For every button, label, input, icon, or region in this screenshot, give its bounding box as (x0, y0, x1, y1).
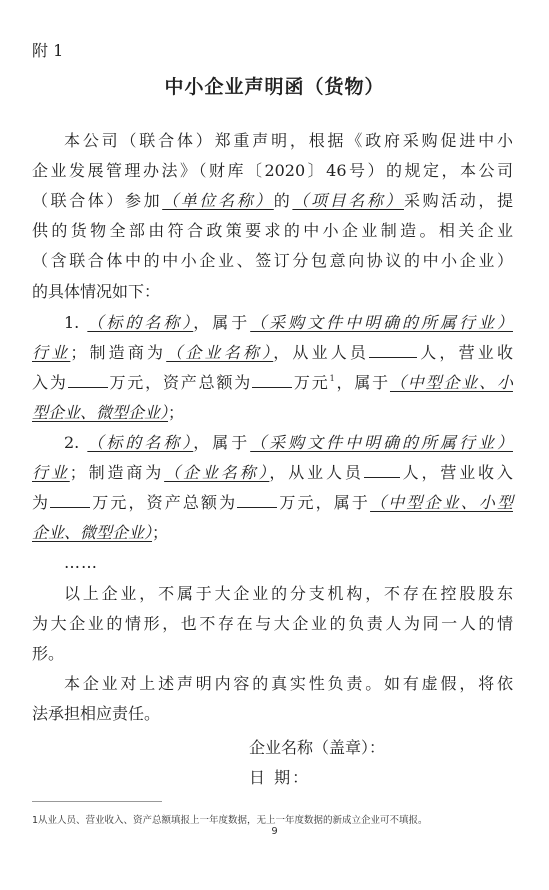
item2-size-field: （中型企业、小型 (370, 493, 513, 512)
item2-assets-unit: 万元，属于 (277, 493, 371, 512)
item2-line-1 (64, 433, 513, 455)
item1-staff-unit: 人，营业收 (417, 343, 513, 362)
item1-revenue-label: 入为 (32, 373, 68, 392)
item1-staff-label: ，从业人员 (273, 343, 370, 362)
item2-maker-label: ；制造商为 (69, 463, 165, 482)
company-name-seal-label: 企业名称（盖章）： (249, 738, 386, 757)
intro-line-3-b: 的 (273, 191, 293, 210)
item1-target-field: （标的名称） (87, 313, 194, 332)
intro-line-5: （含联合体中的中小企业、签订分包意向协议的中小企业） (32, 251, 513, 270)
page-number: 9 (271, 826, 278, 837)
intro-line-3-c: 采购活动，提 (403, 191, 513, 210)
item2-number: 2. (64, 433, 80, 452)
item1-maker-field: （企业名称） (166, 343, 274, 362)
para3-line-1: 本企业对上述声明内容的真实性负责。如有虚假，将依 (64, 674, 513, 693)
para2-line-3: 形。 (32, 644, 65, 663)
para3-line-2: 法承担相应责任。 (32, 704, 161, 723)
item1-size-field: （中型企业、小 (389, 373, 513, 392)
item1-number: 1. (64, 313, 80, 332)
item2-target-field: （标的名称） (87, 433, 194, 452)
footnote-marker: 1 (329, 374, 335, 383)
footnote-divider (32, 801, 162, 802)
item2-revenue-blank (50, 493, 90, 508)
item1-assets-unit: 万元 (292, 373, 330, 392)
item2-maker-field: （企业名称） (164, 463, 270, 482)
para2-line-2: 为大企业的情形，也不存在与大企业的负责人为同一人的情 (32, 614, 513, 633)
item2-industry-field-cont: 行业 (32, 463, 70, 482)
item2-size-field-cont: 企业、微型企业） (32, 523, 153, 542)
item1-assets-blank (252, 373, 292, 388)
item1-line-4 (32, 403, 513, 425)
item1-size-field-cont: 型企业、微型企业） (32, 403, 169, 422)
item2-revenue-label: 为 (32, 493, 51, 512)
item1-revenue-unit: 万元，资产总额为 (107, 373, 253, 392)
item1-industry-field-cont: 行业 (32, 343, 71, 362)
intro-line-6: 的具体情况如下： (32, 282, 161, 301)
intro-line-4: 供的货物全部由符合政策要求的中小企业制造。相关企业 (32, 221, 513, 240)
date-label: 日 期： (249, 768, 311, 787)
intro-line-1: 本公司（联合体）郑重声明，根据《政府采购促进中小 (64, 131, 513, 150)
intro-line-3 (32, 191, 513, 213)
item2-end: ； (152, 523, 169, 542)
item2-staff-unit: 人，营业收入 (399, 463, 513, 482)
item1-line-1 (64, 313, 513, 335)
item2-revenue-unit: 万元，资产总额为 (90, 493, 238, 512)
item1-line-2 (32, 343, 513, 365)
item1-industry-field: （采购文件中明确的所属行业） (250, 313, 513, 332)
item2-line-4 (32, 523, 513, 545)
item1-staff-blank (369, 343, 417, 358)
item2-staff-blank (364, 463, 400, 478)
item1-belongs: ，属于 (193, 313, 251, 332)
item2-staff-label: ，从业人员 (269, 463, 364, 482)
item1-maker-label: ；制造商为 (70, 343, 167, 362)
item2-industry-field: （采购文件中明确的所属行业） (250, 433, 513, 452)
item1-belongs-2: ，属于 (334, 373, 390, 392)
item1-line-3 (32, 373, 513, 395)
item2-assets-blank (237, 493, 277, 508)
page-title: 中小企业声明函（货物） (164, 76, 385, 98)
ellipsis: …… (64, 553, 98, 572)
intro-line-2: 企业发展管理办法》（财库〔2020〕46号）的规定，本公司 (32, 161, 513, 180)
para2-line-1: 以上企业，不属于大企业的分支机构，不存在控股股东 (64, 584, 513, 603)
unit-name-field: （单位名称） (162, 191, 274, 210)
item2-belongs: ，属于 (193, 433, 251, 452)
item1-end: ； (168, 403, 185, 422)
footnote-text: 1从业人员、营业收入、资产总额填报上一年度数据，无上一年度数据的新成立企业可不填报。 (32, 815, 428, 826)
annex-label: 附 1 (32, 41, 64, 60)
item1-revenue-blank (68, 373, 108, 388)
intro-line-3-a: （联合体）参加 (32, 191, 163, 210)
project-name-field: （项目名称） (292, 191, 404, 210)
item2-line-2 (32, 463, 513, 485)
item2-line-3 (32, 493, 513, 515)
